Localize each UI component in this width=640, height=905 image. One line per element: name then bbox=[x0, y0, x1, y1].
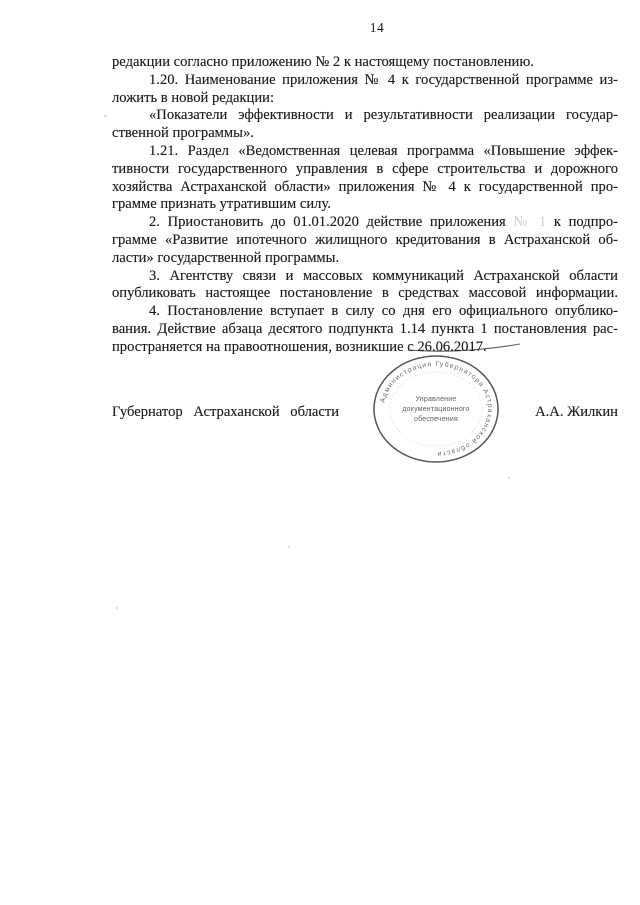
scan-speckle bbox=[116, 607, 118, 609]
document-line: хозяйства Астраханской области» приложения № 4 к государственной про- bbox=[112, 178, 618, 195]
stamp-center-line: Управление bbox=[415, 396, 457, 403]
faded-text: № 1 bbox=[513, 214, 547, 231]
stamp-center-line: обеспечения bbox=[414, 416, 458, 423]
document-line: 1.20. Наименование приложения № 4 к государственной программе из- bbox=[149, 71, 618, 88]
signatory-title: Губернатор Астраханской области bbox=[112, 404, 340, 420]
scan-speckle bbox=[547, 236, 549, 238]
document-line: ложить в новой редакции: bbox=[112, 89, 275, 106]
document-line: 4. Постановление вступает в силу со дня его официального опублико- bbox=[149, 303, 618, 320]
signature-block bbox=[112, 404, 618, 421]
document-line: опубликовать настоящее постановление в средствах массовой информации. bbox=[112, 285, 618, 302]
document-line bbox=[112, 214, 618, 232]
document-line: ласти» государственной программы. bbox=[112, 249, 340, 266]
line-text: к подпро- bbox=[553, 214, 618, 231]
line-text: 2. Приостановить до 01.01.2020 действие приложения bbox=[149, 214, 506, 231]
document-line: 1.21. Раздел «Ведомственная целевая программа «Повышение эффек- bbox=[149, 142, 618, 159]
official-stamp bbox=[370, 353, 502, 465]
document-line: грамме признать утратившим силу. bbox=[112, 196, 331, 213]
document-body bbox=[112, 54, 618, 357]
signatory-name: А.А. Жилкин bbox=[535, 404, 618, 420]
scan-speckle bbox=[141, 131, 143, 133]
stamp-center-line: документационного bbox=[402, 406, 470, 413]
stamp-ring-text: Администрация Губернатора Астраханской области bbox=[379, 360, 494, 458]
scan-speckle bbox=[104, 115, 107, 117]
document-line: вания. Действие абзаца десятого подпункта 1.14 пункта 1 постановления рас- bbox=[112, 320, 618, 337]
document-line: ственной программы». bbox=[112, 125, 254, 142]
document-line: пространяется на правоотношения, возникшие с 26.06.2017. bbox=[112, 338, 487, 355]
page-number: 14 bbox=[369, 20, 385, 35]
document-line: 3. Агентству связи и массовых коммуникаций Астраханской области bbox=[149, 267, 618, 284]
document-line: грамме «Развитие ипотечного жилищного кредитования в Астраханской об- bbox=[112, 231, 618, 248]
scan-speckle bbox=[508, 477, 510, 479]
document-line: тивности государственного управления в сфере строительства и дорожного bbox=[112, 160, 618, 177]
scan-speckle bbox=[288, 546, 290, 548]
document-line: «Показатели эффективности и результативности реализации государ- bbox=[149, 107, 618, 124]
document-line: редакции согласно приложению № 2 к настоящему постановлению. bbox=[112, 54, 534, 70]
